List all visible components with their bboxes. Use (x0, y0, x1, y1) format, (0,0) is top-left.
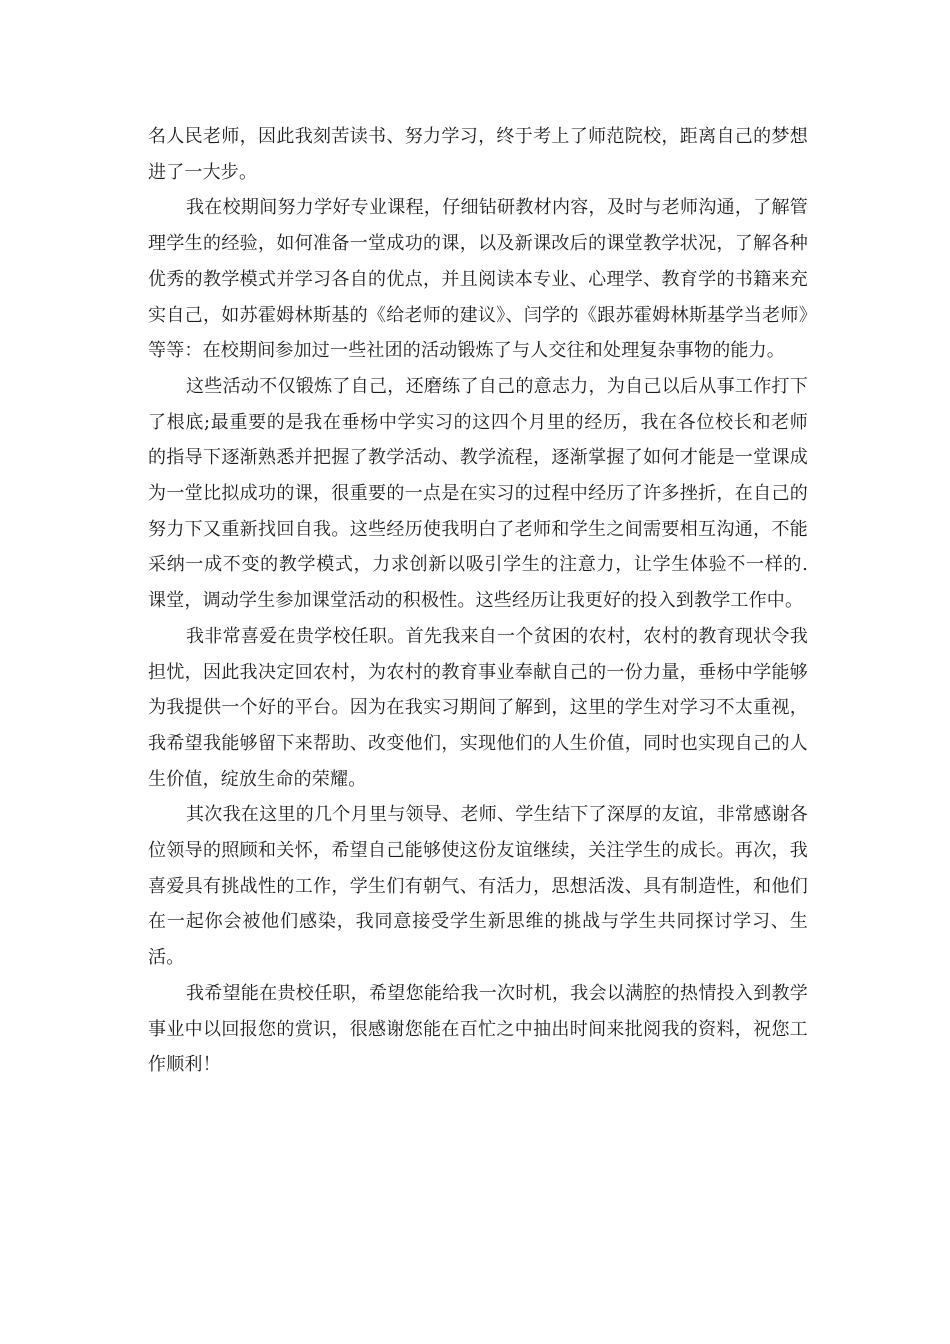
paragraph-5: 其次我在这里的几个月里与领导、老师、学生结下了深厚的友谊，非常感谢各位领导的照顾和关怀，希望自己能够使这份友谊继续，关注学生的成长。再次，我喜爱具有挑战性的工作，学生们有朝气、有活力，思想活泼、具有制造性，和他们在一起你会被他们感染，我同意接受学生新思维的挑战与学生共同探讨学习、生活。 (148, 804, 808, 969)
paragraph-4: 我非常喜爱在贵学校任职。首先我来自一个贫困的农村，农村的教育现状令我担忧，因此我决定回农村，为农村的教育事业奉献自己的一份力量，垂杨中学能够为我提供一个好的平台。因为在我实习期间了解到，这里的学生对学习不太重视，我希望我能够留下来帮助、改变他们，实现他们的人生价值，同时也实现自己的人生价值，绽放生命的荣耀。 (148, 625, 808, 790)
paragraph-6: 我希望能在贵校任职，希望您能给我一次时机，我会以满腔的热情投入到教学事业中以回报您的赏识，很感谢您能在百忙之中抽出时间来批阅我的资料，祝您工作顺利！ (148, 982, 808, 1076)
paragraph-3: 这些活动不仅锻炼了自己，还磨练了自己的意志力，为自己以后从事工作打下了根底;最重要的是我在垂杨中学实习的这四个月里的经历，我在各位校长和老师的指导下逐渐熟悉并把握了教学活动、教学流程，逐渐掌握了如何才能是一堂课成为一堂比拟成功的课，很重要的一点是在实习的过程中经历了许多挫折，在自己的努力下又重新找回自我。这些经历使我明白了老师和学生之间需要相互沟通，不能采纳一成不变的教学模式，力求创新以吸引学生的注意力，让学生体验不一样的.课堂，调动学生参加课堂活动的积极性。这些经历让我更好的投入到教学工作中。 (148, 375, 808, 612)
paragraph-1: 名人民老师，因此我刻苦读书、努力学习，终于考上了师范院校，距离自己的梦想进了一大步。 (148, 126, 808, 183)
paragraph-2: 我在校期间努力学好专业课程，仔细钻研教材内容，及时与老师沟通，了解管理学生的经验，如何准备一堂成功的课，以及新课改后的课堂教学状况，了解各种优秀的教学模式并学习各自的优点，并且阅读本专业、心理学、教育学的书籍来充实自己，如苏霍姆林斯基的《给老师的建议》、闫学的《跟苏霍姆林斯基学当老师》等等：在校期间参加过一些社团的活动锻炼了与人交往和处理复杂事物的能力。 (148, 197, 808, 362)
document-body (148, 119, 808, 1083)
